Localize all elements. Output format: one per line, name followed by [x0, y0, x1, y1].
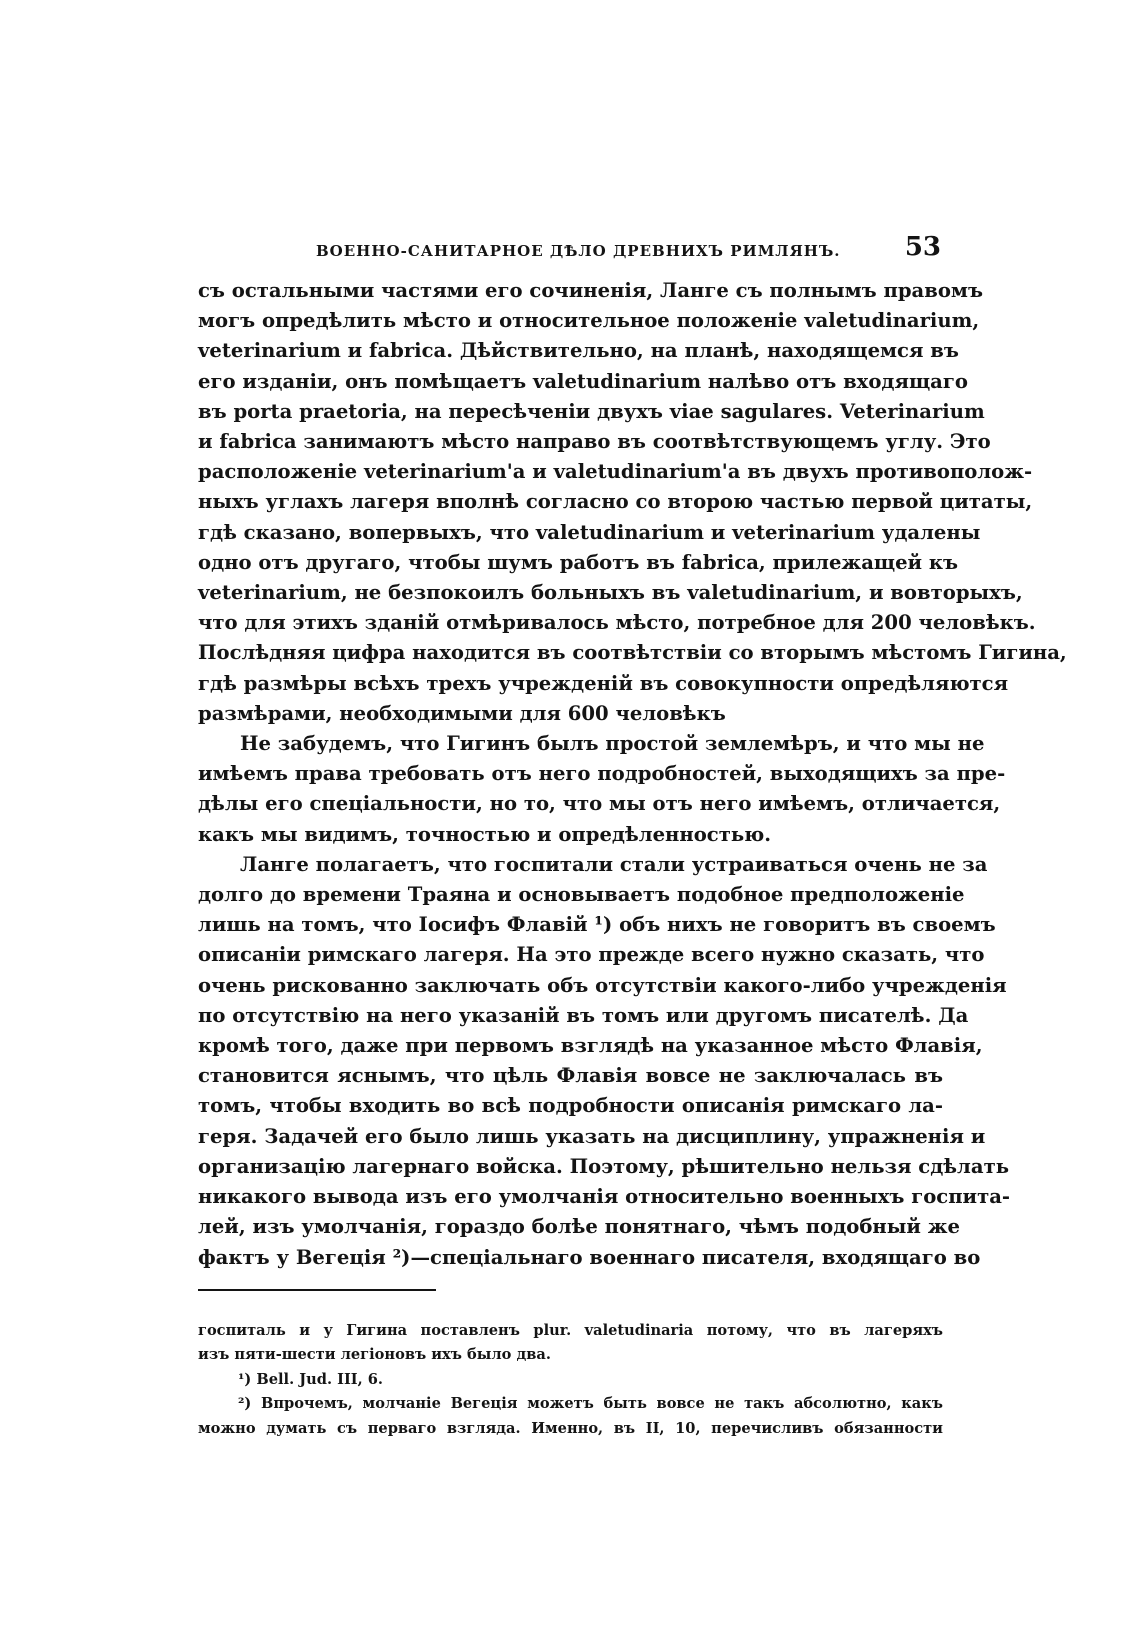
footnote-line: можно думать съ перваго взгляда. Именно, въ II, 10, перечисливъ обязанности — [198, 1419, 943, 1437]
text-line: лишь на томъ, что Іосифъ Флавій ¹) объ нихъ не говоритъ въ своемъ — [198, 913, 996, 937]
text-line: гдѣ размѣры всѣхъ трехъ учрежденій въ совокупности опредѣляются — [198, 671, 1009, 695]
running-title: ВОЕННО-САНИТАРНОЕ ДѢЛО ДРЕВНИХЪ РИМЛЯНЪ. — [316, 242, 841, 260]
footnotes — [198, 1319, 943, 1442]
text-line: очень рискованно заключать объ отсутствіи какого-либо учрежденія — [198, 973, 1007, 997]
text-line: кромѣ того, даже при первомъ взглядѣ на указанное мѣсто Флавія, — [198, 1034, 983, 1058]
footnote-divider — [198, 1289, 436, 1291]
text-line: фактъ у Вегеція ²)—спеціальнаго военнаго писателя, входящаго во — [198, 1245, 981, 1269]
running-head — [198, 232, 943, 268]
book-page — [198, 232, 1067, 1441]
text-line: становится яснымъ, что цѣль Флавія вовсе не заключалась въ — [198, 1064, 943, 1088]
text-line: ныхъ углахъ лагеря вполнѣ согласно со второю частью первой цитаты, — [198, 490, 1033, 514]
text-line: могъ опредѣлить мѣсто и относительное положеніе valetudinarium, — [198, 309, 980, 333]
page-number: 53 — [904, 232, 941, 262]
text-line: Послѣдняя цифра находится въ соотвѣтствіи со вторымъ мѣстомъ Гигина, — [198, 641, 1067, 665]
footnote-2: ²) Впрочемъ, молчаніе Вегеція можетъ быть вовсе не такъ абсолютно, какъ — [238, 1395, 943, 1413]
text-line: томъ, чтобы входить во всѣ подробности описанія римскаго ла- — [198, 1094, 943, 1118]
text-line: его изданіи, онъ помѣщаетъ valetudinarium налѣво отъ входящаго — [198, 369, 968, 393]
text-line: описаніи римскаго лагеря. На это прежде всего нужно сказать, что — [198, 943, 985, 967]
text-line: одно отъ другаго, чтобы шумъ работъ въ fabrica, прилежащей къ — [198, 550, 959, 574]
text-line: въ porta praetoria, на пересѣченіи двухъ viae sagulares. Veterinarium — [198, 399, 985, 423]
text-line: какъ мы видимъ, точностью и опредѣленностью. — [198, 822, 772, 846]
text-line: долго до времени Траяна и основываетъ подобное предположеніе — [198, 883, 965, 907]
text-line: организацію лагернаго войска. Поэтому, рѣшительно нельзя сдѣлать — [198, 1154, 1010, 1178]
text-line: гдѣ сказано, вопервыхъ, что valetudinarium и veterinarium удалены — [198, 520, 981, 544]
text-line: никакого вывода изъ его умолчанія относительно военныхъ госпита- — [198, 1185, 1011, 1209]
body-text — [198, 276, 1067, 1273]
text-line: имѣемъ права требовать отъ него подробностей, выходящихъ за пре- — [198, 762, 1006, 786]
text-line: расположеніе veterinarium'a и valetudinarium'a въ двухъ противополож- — [198, 460, 1033, 484]
footnote-line: госпиталь и у Гигина поставленъ plur. valetudinaria потому, что въ лагеряхъ — [198, 1321, 943, 1339]
text-line: veterinarium, не безпокоилъ больныхъ въ valetudinarium, и вовторыхъ, — [198, 581, 1023, 605]
text-line: размѣрами, необходимыми для 600 человѣкъ — [198, 701, 726, 725]
footnote-line: изъ пяти-шести легіоновъ ихъ было два. — [198, 1346, 551, 1364]
text-line: что для этихъ зданій отмѣривалось мѣсто, потребное для 200 человѣкъ. — [198, 611, 1036, 635]
footnote-1: ¹) Bell. Jud. III, 6. — [238, 1370, 384, 1388]
paragraph-start-line: Не забудемъ, что Гигинъ былъ простой землемѣръ, и что мы не — [240, 732, 985, 756]
text-line: геря. Задачей его было лишь указать на дисциплину, упражненія и — [198, 1124, 986, 1148]
text-line: и fabrica занимаютъ мѣсто направо въ соотвѣтствующемъ углу. Это — [198, 430, 991, 454]
paragraph-start-line: Ланге полагаетъ, что госпитали стали устраиваться очень не за — [240, 852, 988, 876]
text-line: съ остальными частями его сочиненія, Ланге съ полнымъ правомъ — [198, 279, 983, 302]
text-line: лей, изъ умолчанія, гораздо болѣе понятнаго, чѣмъ подобный же — [198, 1215, 960, 1239]
text-line: по отсутствію на него указаній въ томъ или другомъ писателѣ. Да — [198, 1003, 969, 1027]
text-line: veterinarium и fabrica. Дѣйствительно, на планѣ, находящемся въ — [198, 339, 959, 363]
text-line: дѣлы его спеціальности, но то, что мы отъ него имѣемъ, отличается, — [198, 792, 1001, 816]
